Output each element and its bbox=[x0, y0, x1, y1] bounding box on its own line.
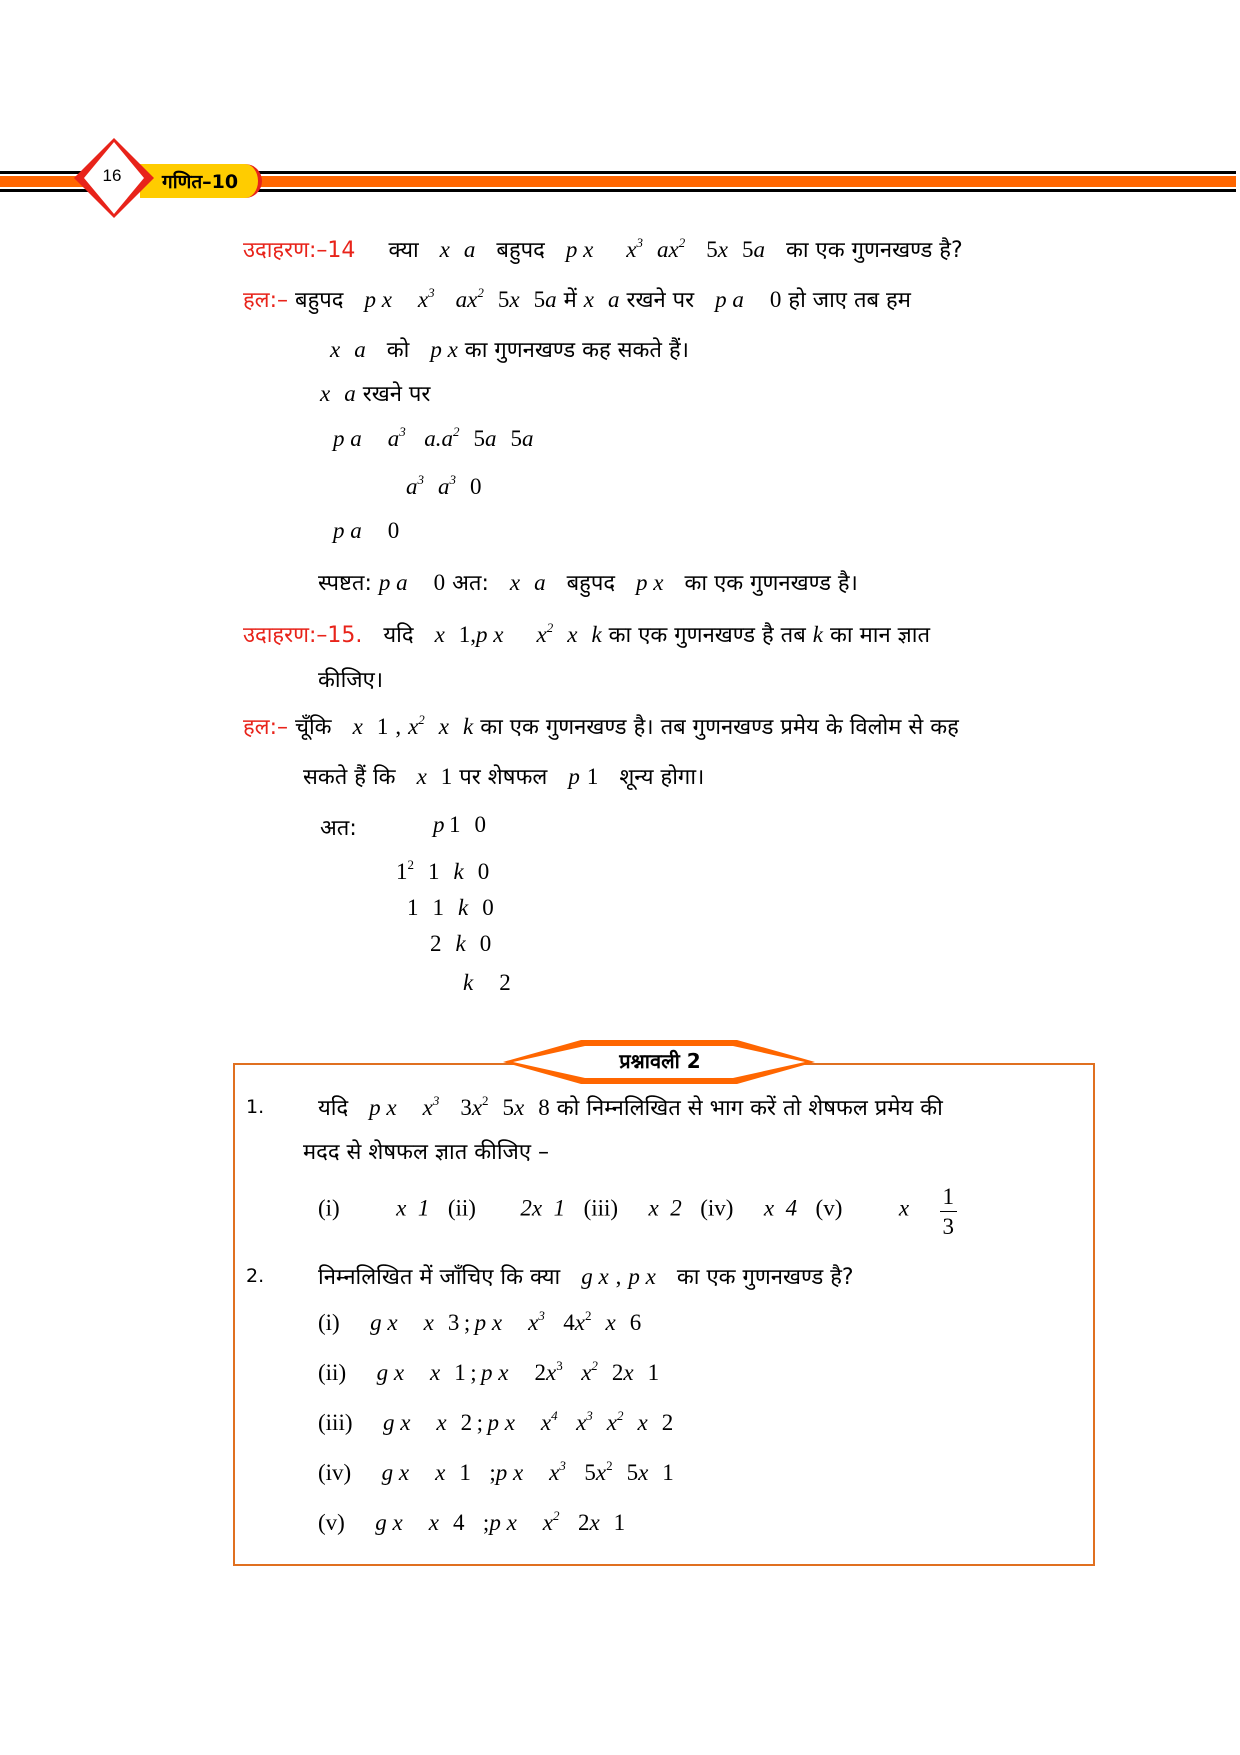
q2-part-v: (v) g x x 4 ;p x $x^2$ 2x 1 bbox=[318, 1508, 626, 1535]
text: में bbox=[563, 288, 577, 313]
example-15-calc-line1: p 1 0 bbox=[433, 812, 486, 837]
example-14-label: उदाहरण:–14 bbox=[243, 238, 356, 263]
text: का एक गुणनखण्ड है तब bbox=[608, 623, 806, 648]
text: का मान ज्ञात bbox=[830, 623, 931, 648]
text: का एक गुणनखण्ड है? bbox=[676, 1265, 854, 1290]
frac-den: 3 bbox=[942, 1214, 954, 1239]
q2-number: 2. bbox=[246, 1265, 265, 1287]
text: का गुणनखण्ड कह सकते हैं। bbox=[464, 338, 689, 363]
text: स्पष्टत: bbox=[318, 571, 372, 596]
example-14-calc-line1: p a $a^3$ $a.a^2$ 5a 5a bbox=[333, 424, 534, 451]
part-label: (ii) bbox=[318, 1360, 347, 1385]
text: को bbox=[386, 338, 410, 363]
example-15-calc-line4: 2 k 0 bbox=[430, 931, 492, 956]
example-15-label: उदाहरण:–15. bbox=[243, 623, 363, 648]
text: हो जाए तब हम bbox=[788, 288, 911, 313]
text: क्या bbox=[388, 238, 419, 263]
example-14-solution-line2: x a को p x का गुणनखण्ड कह सकते हैं। bbox=[330, 337, 689, 363]
text: बहुपद bbox=[566, 571, 616, 596]
part-label: (iii) bbox=[583, 1195, 619, 1221]
part-expr: x 2 bbox=[648, 1195, 682, 1221]
example-14-conclusion: स्पष्टत: p a 0 अत: x a बहुपद p x का एक गुणनखण्ड है। bbox=[318, 570, 858, 596]
q2-part-i: (i) g x x 3 ; p x $x^3$ $4x^2$ x 6 bbox=[318, 1308, 642, 1335]
part-label: (v) bbox=[815, 1195, 843, 1221]
example-15-solution-line1: हल:– चूँकि x 1 , $x^2$ x k का एक गुणनखण्ड है। तब गुणनखण्ड प्रमेय के विलोम से कह bbox=[243, 712, 959, 740]
example-15-calc-line2: $1^2$ 1 k 0 bbox=[396, 857, 490, 884]
example-15-calc-line3: 1 1 k 0 bbox=[407, 895, 494, 920]
solution-label: हल:– bbox=[243, 715, 289, 740]
part-label: (i) bbox=[318, 1310, 340, 1335]
part-expr: x 4 bbox=[763, 1195, 798, 1221]
text: सकते हैं कि bbox=[303, 765, 396, 790]
text: बहुपद bbox=[295, 288, 344, 313]
q2-part-ii: (ii) g x x 1 ; p x $2x^3$ $x^2$ 2x 1 bbox=[318, 1358, 660, 1385]
text: चूँकि bbox=[295, 715, 332, 740]
part-label: (iii) bbox=[318, 1410, 353, 1435]
book-title-pill bbox=[140, 164, 262, 198]
q2-part-iv: (iv) g x x 1 ;p x $x^3$ $5x^2$ 5x 1 bbox=[318, 1458, 674, 1485]
book-title: गणित–10 bbox=[162, 171, 239, 193]
example-15-question-line2: कीजिए। bbox=[318, 668, 384, 693]
part-label: (ii) bbox=[447, 1195, 476, 1221]
part-label: (iv) bbox=[318, 1460, 352, 1485]
text: निम्नलिखित में जाँचिए कि क्या bbox=[318, 1265, 561, 1290]
example-15-question: उदाहरण:–15. यदि x 1,p x $x^2$ x k का एक गुणनखण्ड है तब k का मान ज्ञात bbox=[243, 620, 931, 648]
frac-num: 1 bbox=[940, 1185, 958, 1212]
q1-number: 1. bbox=[246, 1096, 265, 1118]
example-14-solution-line1: हल:– बहुपद p x $x^3$ $ax^2$ 5x 5a में x a रखने पर p a 0 हो जाए तब हम bbox=[243, 285, 911, 313]
example-14-calc-line2: $a^3$ $a^3$ 0 bbox=[406, 472, 482, 499]
solution-label: हल:– bbox=[243, 288, 289, 313]
text: रखने पर bbox=[362, 382, 431, 407]
text: का एक गुणनखण्ड है। bbox=[684, 571, 858, 596]
q1-text-line2: मदद से शेषफल ज्ञात कीजिए – bbox=[303, 1140, 550, 1165]
fraction-one-third bbox=[940, 1185, 958, 1238]
text: को निम्नलिखित से भाग करें तो शेषफल प्रमेय की bbox=[556, 1096, 943, 1121]
text: रखने पर bbox=[626, 288, 695, 313]
page-number: 16 bbox=[102, 166, 122, 185]
text: यदि bbox=[383, 623, 414, 648]
part-expr: 2x 1 bbox=[520, 1195, 566, 1221]
example-15-solution-line2: सकते हैं कि x 1 पर शेषफल p 1 शून्य होगा। bbox=[303, 764, 705, 790]
q1-text: यदि p x $x^3$ $3x^2$ 5x 8 को निम्नलिखित से भाग करें तो शेषफल प्रमेय की bbox=[318, 1093, 943, 1121]
example-15-result: k 2 bbox=[463, 970, 511, 995]
text: यदि bbox=[318, 1096, 349, 1121]
q1-parts bbox=[318, 1185, 957, 1238]
example-15-therefore: अत: bbox=[320, 816, 357, 841]
text: अत: bbox=[452, 571, 489, 596]
part-label: (v) bbox=[318, 1510, 345, 1535]
part-label: (iv) bbox=[700, 1195, 734, 1221]
text: का एक गुणनखण्ड है। तब गुणनखण्ड प्रमेय के विलोम से कह bbox=[480, 715, 959, 740]
q2-text: निम्नलिखित में जाँचिए कि क्या g x , p x का एक गुणनखण्ड है? bbox=[318, 1264, 854, 1290]
part-expr: x bbox=[898, 1195, 910, 1221]
exercise-title: प्रश्नावली 2 bbox=[619, 1049, 701, 1073]
text: पर शेषफल bbox=[459, 765, 548, 790]
part-expr: x 1 bbox=[396, 1195, 430, 1221]
example-14-substitute-line: x a रखने पर bbox=[320, 381, 431, 407]
text: बहुपद bbox=[496, 238, 545, 263]
text: शून्य होगा। bbox=[619, 765, 705, 790]
example-14-calc-line3: p a 0 bbox=[333, 518, 400, 543]
example-14-question: उदाहरण:–14 क्या x a बहुपद p x $x^3$ $ax^2$ 5x 5a का एक गुणनखण्ड है? bbox=[243, 235, 963, 263]
q2-part-iii: (iii) g x x 2 ; p x $x^4$ $x^3$ $x^2$ x 2 bbox=[318, 1408, 674, 1435]
text: का एक गुणनखण्ड है? bbox=[785, 238, 963, 263]
part-label: (i) bbox=[318, 1195, 340, 1221]
